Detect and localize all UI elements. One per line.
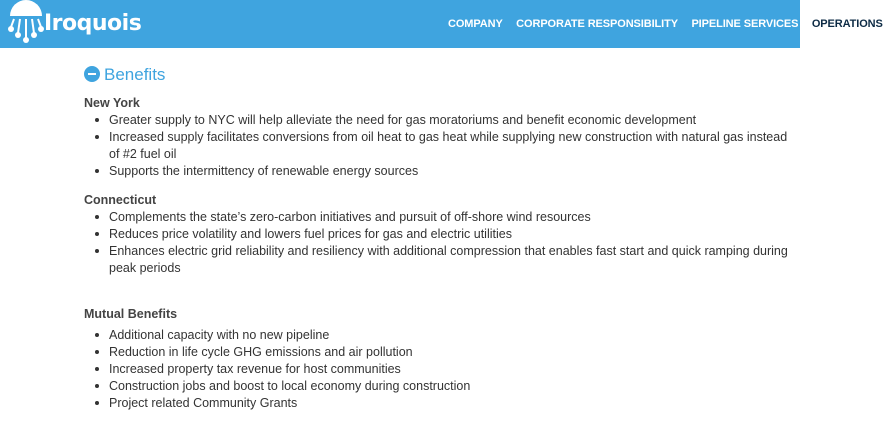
- list-item: Supports the intermittency of renewable energy sources: [109, 163, 794, 180]
- group-connecticut: [84, 193, 794, 277]
- connecticut-list: [84, 209, 794, 277]
- nav-corporate-responsibility[interactable]: CORPORATE RESPONSIBILITY: [516, 18, 678, 30]
- list-item: Project related Community Grants: [109, 395, 470, 412]
- list-item: Enhances electric grid reliability and resiliency with additional compression that enables fast start and quick ramping during peak periods: [109, 243, 794, 277]
- new-york-list: [84, 112, 794, 180]
- nav-pipeline-services[interactable]: PIPELINE SERVICES: [691, 18, 799, 30]
- list-item: Greater supply to NYC will help alleviate the need for gas moratoriums and benefit economic development: [109, 112, 794, 129]
- main-nav: [448, 0, 892, 48]
- group-title-connecticut: Connecticut: [84, 193, 157, 207]
- list-item: Additional capacity with no new pipeline: [109, 327, 470, 344]
- list-item: Complements the state’s zero-carbon initiatives and pursuit of off-shore wind resources: [109, 209, 794, 226]
- group-title-new-york: New York: [84, 96, 140, 110]
- group-title-mutual-benefits: Mutual Benefits: [84, 307, 178, 321]
- group-new-york: [84, 96, 794, 180]
- top-navigation-bar: [0, 0, 883, 48]
- list-item: Reduction in life cycle GHG emissions and air pollution: [109, 344, 470, 361]
- section-title: Benefits: [104, 65, 166, 84]
- list-item: Increased property tax revenue for host communities: [109, 361, 470, 378]
- logo-text: Iroquois: [44, 11, 142, 36]
- nav-operations[interactable]: OPERATIONS: [811, 18, 883, 30]
- benefits-section: [84, 62, 794, 410]
- list-item: Reduces price volatility and lowers fuel prices for gas and electric utilities: [109, 226, 794, 243]
- collapse-minus-icon[interactable]: [84, 66, 100, 82]
- list-item: Increased supply facilitates conversions from oil heat to gas heat while supplying new construction with natural gas instead of #2 fuel oil: [109, 129, 794, 163]
- nav-company[interactable]: COMPANY: [448, 18, 503, 30]
- logo-dome-icon: [6, 0, 46, 48]
- group-mutual-benefits: [84, 307, 470, 412]
- list-item: Construction jobs and boost to local economy during construction: [109, 379, 471, 393]
- iroquois-logo[interactable]: [6, 0, 142, 48]
- benefits-accordion-toggle[interactable]: [84, 62, 794, 92]
- mutual-benefits-list: [84, 327, 470, 412]
